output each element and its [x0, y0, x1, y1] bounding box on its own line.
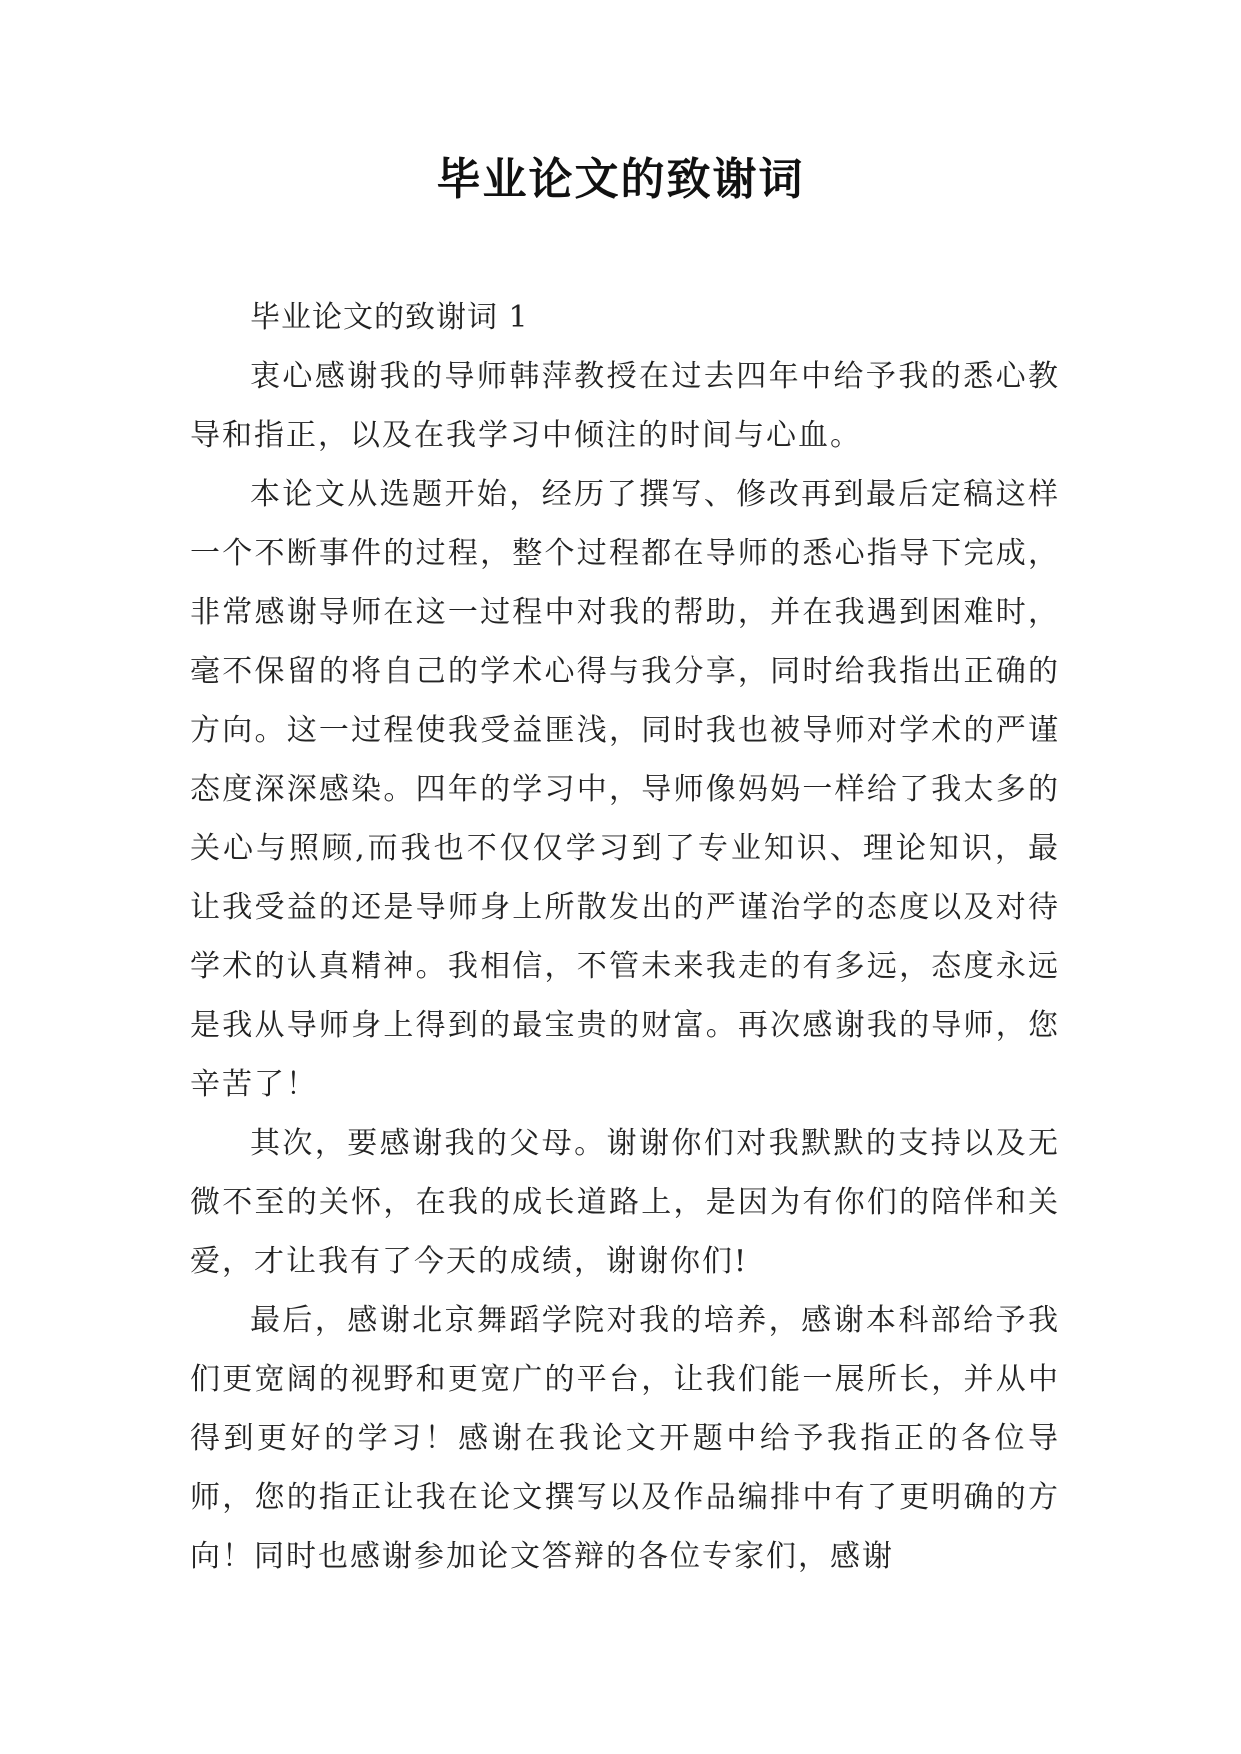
paragraph-thesis-process: 本论文从选题开始，经历了撰写、修改再到最后定稿这样一个不断事件的过程，整个过程都在导师的悉心指导下完成，非常感谢导师在这一过程中对我的帮助，并在我遇到困难时，毫不保留的将自己的学术心得与我分享，同时给我指出正确的方向。这一过程使我受益匪浅，同时我也被导师对学术的严谨态度深深感染。四年的学习中，导师像妈妈一样给了我太多的关心与照顾,而我也不仅仅学习到了专业知识、理论知识，最让我受益的还是导师身上所散发出的严谨治学的态度以及对待学术的认真精神。我相信，不管未来我走的有多远，态度永远是我从导师身上得到的最宝贵的财富。再次感谢我的导师，您辛苦了！: [190, 477, 1060, 1102]
document-title: 毕业论文的致谢词: [436, 154, 805, 205]
paragraph-advisor-thanks: 衷心感谢我的导师韩萍教授在过去四年中给予我的悉心教导和指正，以及在我学习中倾注的时间与心血。: [190, 359, 1060, 453]
section-heading: 毕业论文的致谢词 1: [250, 300, 529, 335]
paragraph-academy-thanks: 最后，感谢北京舞蹈学院对我的培养，感谢本科部给予我们更宽阔的视野和更宽广的平台，让我们能一展所长，并从中得到更好的学习！感谢在我论文开题中给予我指正的各位导师，您的指正让我在论文撰写以及作品编排中有了更明确的方向！同时也感谢参加论文答辩的各位专家们，感谢: [190, 1303, 1060, 1574]
document-body: [190, 288, 1060, 1586]
paragraph-parents-thanks: 其次，要感谢我的父母。谢谢你们对我默默的支持以及无微不至的关怀，在我的成长道路上，是因为有你们的陪伴和关爱，才让我有了今天的成绩，谢谢你们!: [190, 1126, 1060, 1279]
